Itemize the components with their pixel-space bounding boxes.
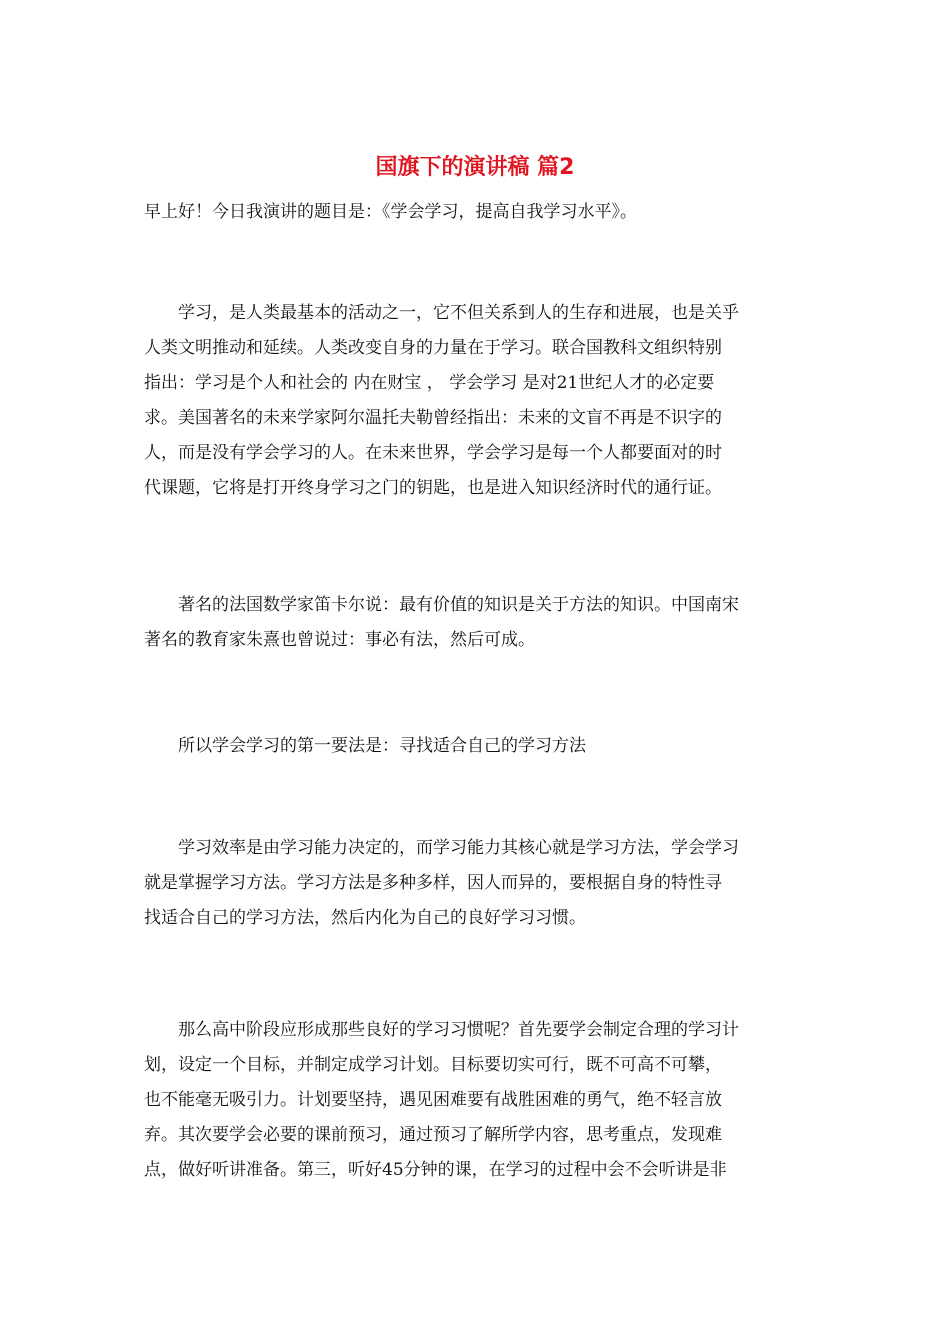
paragraph-line: 人，而是没有学会学习的人。在未来世界，学会学习是每一个人都要面对的时 (144, 443, 722, 463)
paragraph-line: 点，做好听讲准备。第三，听好45分钟的课，在学习的过程中会不会听讲是非 (144, 1160, 727, 1180)
paragraph-line: 那么高中阶段应形成那些良好的学习习惯呢？首先要学会制定合理的学习计 (144, 1020, 739, 1040)
paragraph-line: 学习，是人类最基本的活动之一，它不但关系到人的生存和进展，也是关乎 (144, 303, 739, 323)
paragraph-line: 就是掌握学习方法。学习方法是多种多样，因人而异的，要根据自身的特性寻 (144, 873, 722, 893)
paragraph-line: 所以学会学习的第一要法是：寻找适合自己的学习方法 (144, 736, 586, 756)
greeting-line: 早上好！今日我演讲的题目是：《学会学习，提高自我学习水平》。 (144, 202, 637, 222)
paragraph-line: 著名的教育家朱熹也曾说过：事必有法，然后可成。 (144, 630, 535, 650)
paragraph-1 (144, 296, 806, 506)
paragraph-line: 人类文明推动和延续。人类改变自身的力量在于学习。联合国教科文组织特别 (144, 338, 722, 358)
paragraph-line: 弃。其次要学会必要的课前预习，通过预习了解所学内容，思考重点，发现难 (144, 1125, 722, 1145)
paragraph-line: 学习效率是由学习能力决定的，而学习能力其核心就是学习方法，学会学习 (144, 838, 739, 858)
paragraph-line: 著名的法国数学家笛卡尔说：最有价值的知识是关于方法的知识。中国南宋 (144, 595, 739, 615)
paragraph-line: 找适合自己的学习方法，然后内化为自己的良好学习习惯。 (144, 908, 586, 928)
document-title: 国旗下的演讲稿 篇2 (375, 155, 575, 180)
paragraph-line: 求。美国著名的未来学家阿尔温托夫勒曾经指出：未来的文盲不再是不识字的 (144, 408, 722, 428)
paragraph-3 (144, 729, 806, 764)
paragraph-4 (144, 831, 806, 936)
paragraph-5 (144, 1013, 806, 1188)
paragraph-line: 划，设定一个目标，并制定成学习计划。目标要切实可行，既不可高不可攀， (144, 1055, 722, 1075)
paragraph-line: 代课题，它将是打开终身学习之门的钥匙，也是进入知识经济时代的通行证。 (144, 478, 722, 498)
paragraph-line: 指出：学习是个人和社会的 内在财宝 ， 学会学习 是对21世纪人才的必定要 (144, 373, 715, 393)
paragraph-line: 也不能毫无吸引力。计划要坚持，遇见困难要有战胜困难的勇气，绝不轻言放 (144, 1090, 722, 1110)
paragraph-2 (144, 588, 806, 658)
